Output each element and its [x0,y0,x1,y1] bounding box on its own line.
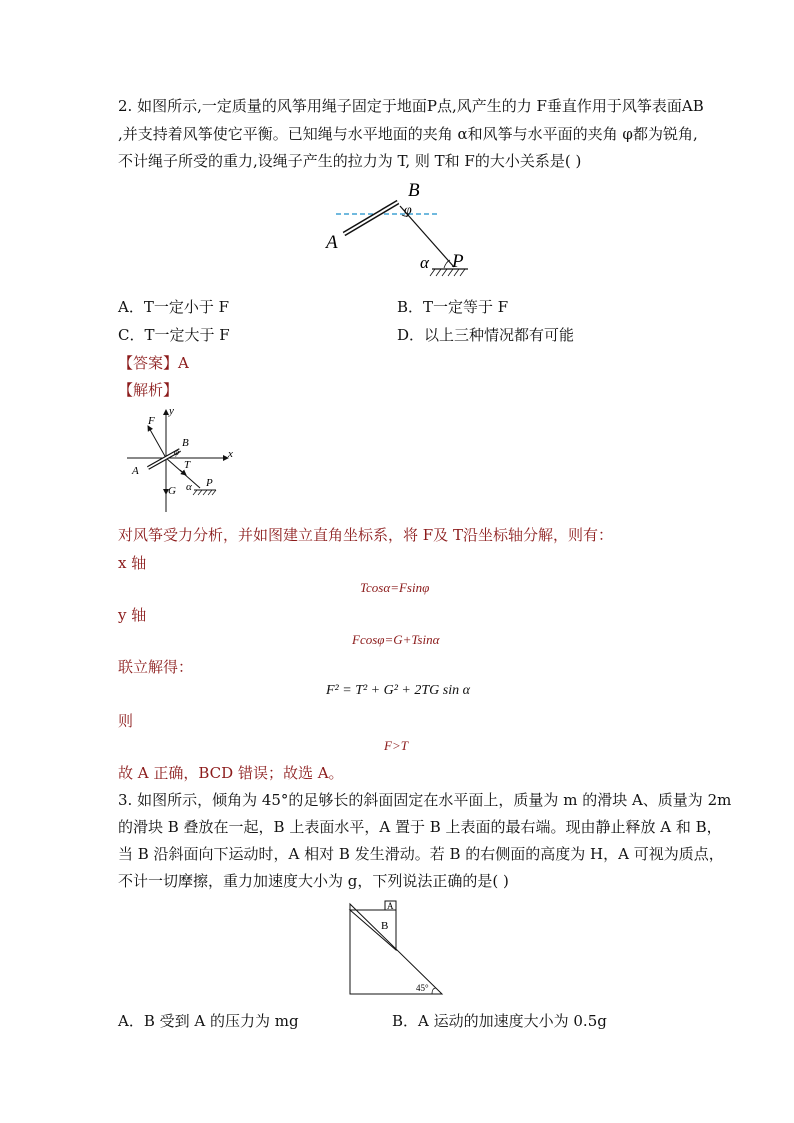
q3-option-a: A．B 受到 A 的压力为 mg [118,1012,299,1030]
q2-equation-combined: F² = T² + G² + 2TG sin α [326,683,470,698]
label-x: x [228,448,233,460]
q3-option-b: B．A 运动的加速度大小为 0.5g [392,1012,607,1030]
q2-explain-1: 对风筝受力分析，并如图建立直角坐标系，将 F及 T沿坐标轴分解，则有： [118,526,613,544]
block-B-outline [350,910,396,950]
label-A: A [387,901,394,911]
label-T: T [184,459,191,471]
q3-stem-line-1: 3. 如图所示，倾角为 45°的足够长的斜面固定在水平面上，质量为 m 的滑块 A、质量为 2m [118,791,732,809]
label-A: A [326,232,338,253]
q2-stem-line-2: ,并支持着风筝使它平衡。已知绳与水平地面的夹角 α和风筝与水平面的夹角 φ都为锐角, [118,125,698,143]
q2-option-a: A．T一定小于 F [118,298,230,316]
q2-y-axis-label: y 轴 [118,606,147,624]
q2-kite-figure [320,178,490,283]
label-B: B [182,437,189,449]
q3-stem-line-4: 不计一切摩擦，重力加速度大小为 g，下列说法正确的是( ) [118,872,509,890]
q2-option-d: D．以上三种情况都有可能 [397,326,575,344]
q2-then-label: 则 [118,712,134,730]
force-F-arrow [148,426,166,458]
q2-solve-label: 联立解得： [118,658,194,676]
label-phi: φ [404,203,412,218]
label-A: A [132,465,139,477]
q2-analysis-heading: 【解析】 [118,381,179,399]
q2-conclusion: 故 A 正确，BCD 错误；故选 A。 [118,764,344,782]
q2-result: F>T [384,738,408,753]
label-phi: φ [174,447,179,457]
label-P: P [206,477,213,489]
ground-hatching [193,490,216,495]
angle-arc [432,988,436,994]
q3-stem-line-2: 的滑块 B 叠放在一起，B 上表面水平，A 置于 B 上表面的最右端。现由静止释放 A 和 B， [118,818,722,836]
label-B: B [408,180,420,201]
q2-answer: 【答案】A [118,354,189,372]
label-B: B [381,920,389,932]
label-F: F [148,415,155,427]
q2-equation-x: Tcosα=Fsinφ [360,580,430,595]
label-alpha: α [186,481,192,493]
q2-option-c: C．T一定大于 F [118,326,230,344]
label-P: P [452,251,464,272]
q2-equation-y: Fcosφ=G+Tsinα [352,632,440,647]
q3-incline-figure [346,898,448,998]
q3-stem-line-3: 当 B 沿斜面向下运动时，A 相对 B 发生滑动。若 B 的右侧面的高度为 H，A 可视为质点， [118,845,724,863]
label-G: G [168,485,176,497]
kite-bar [344,202,398,234]
label-alpha: α [420,253,429,272]
q2-option-b: B．T一定等于 F [397,298,509,316]
q2-stem-line-1: 2. 如图所示,一定质量的风筝用绳子固定于地面P点,风产生的力 F垂直作用于风筝表面AB [118,97,704,115]
q2-x-axis-label: x 轴 [118,554,147,572]
label-y: y [169,405,174,417]
label-angle: 45° [416,983,429,993]
q2-stem-line-3: 不计绳子所受的重力,设绳子产生的拉力为 T, 则 T和 F的大小关系是( ) [118,152,582,170]
q2-force-diagram [122,402,242,514]
